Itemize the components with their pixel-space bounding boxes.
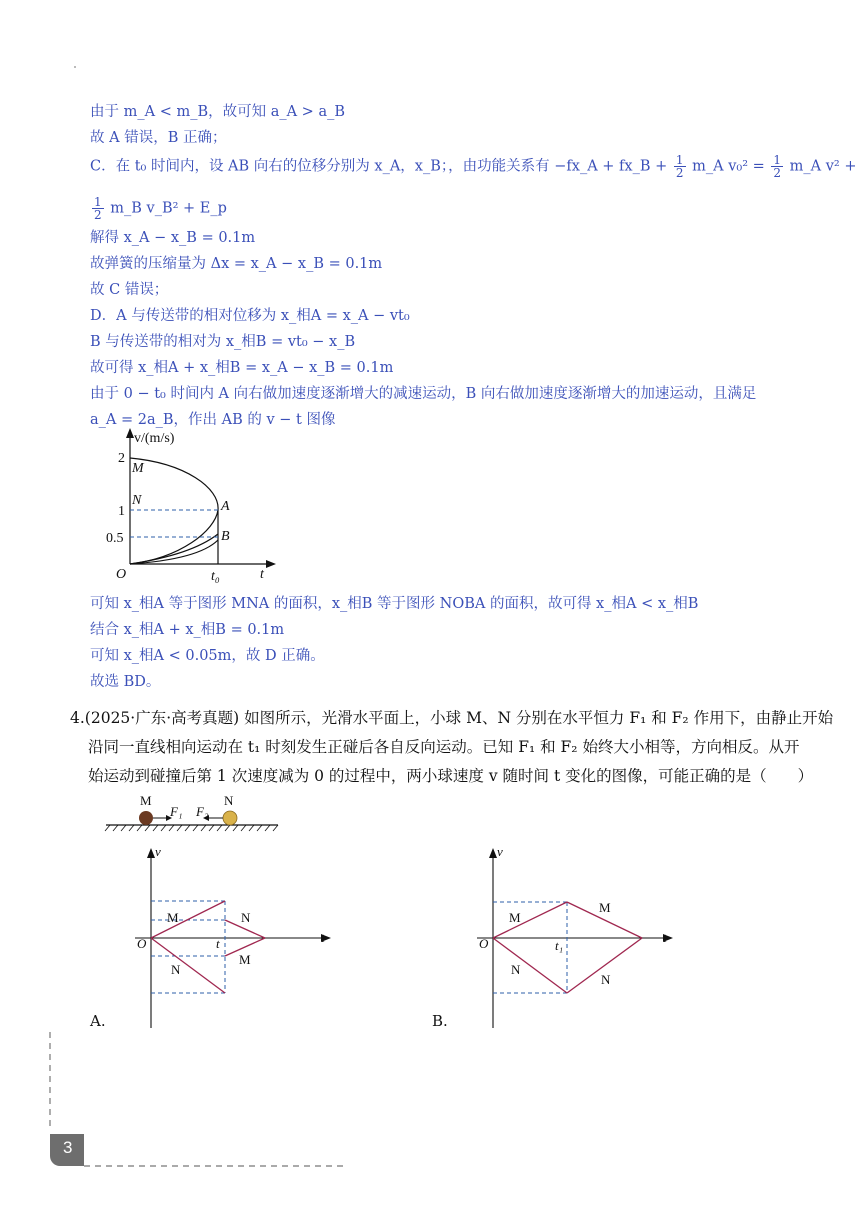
tick-2: 2: [118, 451, 125, 466]
question-line-2: 沿同一直线相向运动在 t₁ 时刻发生正碰后各自反向运动。已知 F₁ 和 F₂ 始终大小相等，方向相反。从开: [88, 738, 800, 756]
solution-line-10: 故可得 x_相A + x_相B = x_A − x_B = 0.1m: [90, 360, 394, 376]
y-axis-arrow: [126, 428, 134, 438]
t0-label: t₀: [211, 569, 220, 584]
label-F2: F₂: [196, 804, 209, 819]
solution-line-6: 故弹簧的压缩量为 Δx = x_A − x_B = 0.1m: [90, 256, 383, 272]
B-t1-label: t₁: [555, 938, 564, 953]
page-corner-decoration: [40, 1030, 360, 1180]
t-label: t: [260, 567, 264, 582]
question-line-1: [70, 706, 833, 728]
B-origin: O: [479, 936, 489, 951]
A-N-label-1: N: [241, 910, 251, 925]
option-B-label[interactable]: B.: [432, 1012, 448, 1030]
solution-line-3c: m_A v² +: [789, 158, 857, 175]
ground-hatch: [105, 825, 278, 831]
A-t1-label: t: [216, 936, 220, 951]
ball-M: [139, 811, 153, 825]
point-B: B: [221, 529, 230, 544]
page-number: 3: [63, 1138, 73, 1157]
option-A-label[interactable]: A.: [90, 1012, 106, 1030]
A-t-label: t: [321, 930, 325, 945]
ball-N: [223, 811, 237, 825]
solution-line-4: [90, 196, 227, 221]
B-M-label-1: M: [509, 910, 521, 925]
solution-line-1: 由于 m_A < m_B，故可知 a_A > a_B: [90, 104, 345, 120]
vt-graph-AB: [100, 428, 290, 588]
solution-line-15: 可知 x_相A < 0.05m，故 D 正确。: [90, 648, 325, 664]
solution-line-16: 故选 BD。: [90, 674, 161, 690]
A-N-label-2: N: [171, 962, 181, 977]
fraction-half-2: $\frac{1}{2}$: [773, 153, 782, 180]
B-N-label-1: N: [511, 962, 521, 977]
solution-line-11: 由于 0 − t₀ 时间内 A 向右做加速度逐渐增大的减速运动，B 向右做加速度逐渐增大的加速运动，且满足: [90, 386, 757, 402]
label-N: N: [224, 793, 234, 808]
solution-line-14: 结合 x_相A + x_相B = 0.1m: [90, 622, 285, 638]
solution-line-9: B 与传送带的相对为 x_相B = vt₀ − x_B: [90, 334, 356, 350]
B-M-label-2: M: [599, 900, 611, 915]
B-v-label: v: [497, 846, 503, 859]
A-M-label-1: M: [167, 910, 179, 925]
solution-line-3b: m_A v₀² =: [692, 158, 765, 175]
solution-line-3a: C．在 t₀ 时间内，设 AB 向右的位移分别为 x_A，x_B；，由功能关系有 −fx_A + fx_B +: [90, 158, 668, 175]
question-source: (2025·广东·高考真题): [84, 709, 240, 727]
option-B-graph: [467, 846, 682, 1031]
origin: O: [116, 567, 127, 582]
solution-line-7: 故 C 错误；: [90, 282, 169, 298]
A-M-label-2: M: [239, 952, 251, 967]
label-F1: F₁: [170, 804, 183, 819]
solution-line-13: 可知 x_相A 等于图形 MNA 的面积，x_相B 等于图形 NOBA 的面积，故可得 x_相A < x_相B: [90, 596, 699, 612]
solution-line-3: [90, 154, 856, 179]
B-line-M-rising: [493, 902, 567, 938]
tick-05: 0.5: [106, 531, 124, 546]
A-v-label: v: [155, 846, 161, 859]
question-number: 4.: [70, 709, 85, 727]
point-N: N: [132, 493, 142, 508]
line-M-rising: [151, 901, 225, 938]
ylabel: v/(m/s): [134, 431, 175, 446]
top-dot: [74, 66, 76, 68]
balls-diagram: [100, 792, 285, 832]
A-origin: O: [137, 936, 147, 951]
question-line-3: 始运动到碰撞后第 1 次速度减为 0 的过程中，两小球速度 v 随时间 t 变化的图像，可能正确的是（ ）: [88, 767, 814, 785]
point-M: M: [132, 461, 144, 476]
solution-line-8: D．A 与传送带的相对位移为 x_相A = x_A − vt₀: [90, 308, 410, 324]
B-N-label-2: N: [601, 972, 611, 987]
line-N-falling: [151, 938, 225, 993]
fraction-half-3: $\frac{1}{2}$: [94, 195, 102, 222]
solution-line-12: a_A = 2a_B，作出 AB 的 v − t 图像: [90, 412, 336, 428]
label-M: M: [140, 793, 152, 808]
tick-1: 1: [118, 504, 125, 519]
solution-line-5: 解得 x_A − x_B = 0.1m: [90, 230, 256, 246]
x-axis-arrow: [266, 560, 276, 568]
option-A-graph: [125, 846, 340, 1031]
solution-line-4-text: m_B v_B² + E_p: [110, 200, 227, 217]
point-A: A: [221, 499, 230, 514]
B-t-label: t: [663, 930, 667, 945]
solution-line-2: 故 A 错误，B 正确；: [90, 130, 227, 146]
question-text-1: 如图所示，光滑水平面上，小球 M、N 分别在水平恒力 F₁ 和 F₂ 作用下，由静止开始: [244, 709, 834, 727]
fraction-half-1: $\frac{1}{2}$: [675, 153, 684, 180]
